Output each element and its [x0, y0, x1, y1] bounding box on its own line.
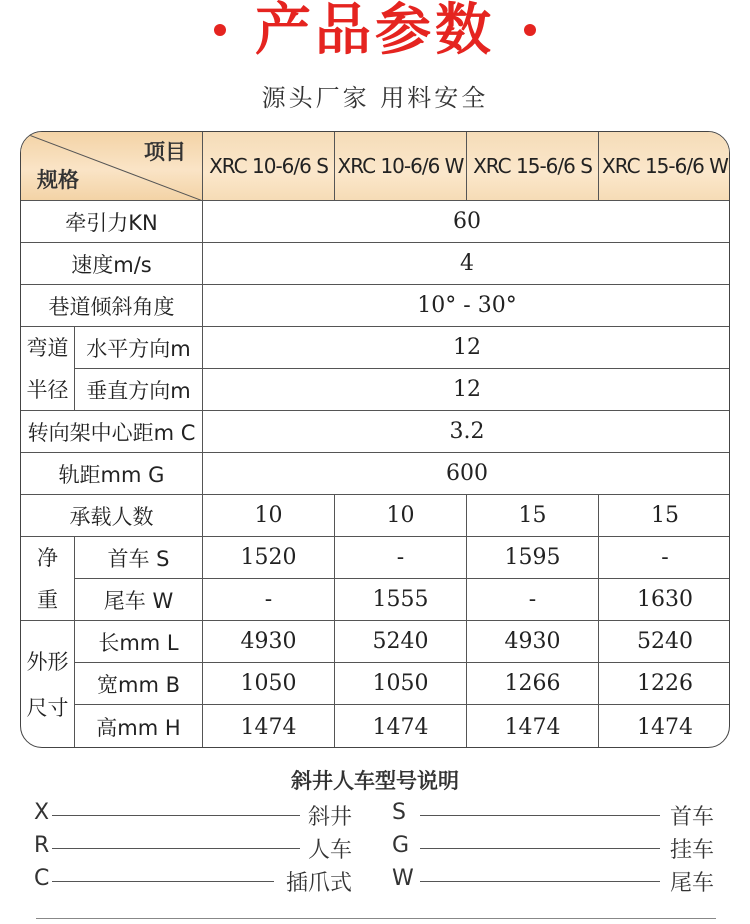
dims-width-value: 1050: [335, 663, 467, 705]
spec-table: [20, 131, 730, 748]
legend-item: [392, 866, 714, 896]
legend-item: [392, 833, 714, 863]
row-label: 尾车 W: [75, 579, 203, 621]
dims-length-value: 5240: [599, 621, 730, 663]
row-label: 高mm H: [75, 705, 203, 748]
dims-group-label: [21, 621, 75, 748]
row-label: 巷道倾斜角度: [21, 285, 203, 327]
legend-item: [34, 866, 352, 896]
bottom-divider: [36, 918, 716, 919]
dims-height-value: 1474: [637, 714, 693, 740]
dims-width-value: 1226: [599, 663, 730, 705]
dims-height-value: 1474: [335, 705, 467, 748]
legend-desc: 首车: [669, 805, 714, 830]
bogie-value: 3.2: [203, 411, 730, 453]
red-dot-icon: [524, 24, 536, 36]
row-label: 首车 S: [75, 537, 203, 579]
row-label: 水平方向m: [75, 327, 203, 369]
weight-head-value: 1520: [203, 537, 335, 579]
row-label: 转向架中心距m C: [21, 411, 203, 453]
page-subtitle: 源头厂家 用料安全: [261, 84, 489, 112]
capacity-value: 10: [203, 495, 335, 537]
legend-code: C: [34, 866, 50, 891]
row-label: 承载人数: [21, 495, 203, 537]
model-header: XRC 10-6/6 W: [335, 132, 467, 201]
page-heading: [0, 0, 750, 70]
weight-group-bottom: 重: [37, 587, 58, 612]
corner-spec-label: 规格: [37, 168, 79, 192]
row-label: 速度m/s: [21, 243, 203, 285]
slope-value: 10° - 30°: [203, 285, 730, 327]
weight-group-label: [21, 537, 75, 621]
curve-group-label: [21, 327, 75, 411]
weight-head-value: 1595: [467, 537, 599, 579]
legend-desc: 斜井: [307, 805, 352, 830]
legend-code: R: [34, 833, 50, 858]
curve-group-bottom: 半径: [26, 377, 69, 402]
weight-tail-value: 1555: [335, 579, 467, 621]
legend-line: [52, 815, 300, 816]
capacity-value: 15: [467, 495, 599, 537]
dims-height-value: 1474: [467, 705, 599, 748]
model-header: XRC 15-6/6 S: [467, 132, 599, 201]
table-corner-cell: [21, 132, 203, 201]
curve-group-top: 弯道: [26, 335, 69, 360]
weight-head-value: -: [599, 537, 730, 579]
dims-length-value: 4930: [467, 621, 599, 663]
model-header: XRC 10-6/6 S: [203, 132, 335, 201]
weight-group-top: 净: [37, 545, 58, 570]
legend-line: [52, 881, 274, 882]
legend-line: [420, 848, 660, 849]
legend-item: [392, 800, 714, 830]
legend-code: X: [34, 800, 50, 825]
legend-code: G: [392, 833, 410, 858]
weight-head-value: -: [335, 537, 467, 579]
dims-width-value: 1266: [467, 663, 599, 705]
dims-group-bottom: 尺寸: [26, 696, 69, 720]
speed-value: 4: [203, 243, 730, 285]
legend-desc: 挂车: [669, 838, 714, 863]
row-label: 轨距mm G: [21, 453, 203, 495]
dims-group-top: 外形: [26, 650, 69, 674]
gauge-value: 600: [203, 453, 730, 495]
dims-width-value: 1050: [203, 663, 335, 705]
legend-code: W: [392, 866, 414, 891]
legend-desc: 插爪式: [285, 871, 352, 896]
dims-length-value: 4930: [203, 621, 335, 663]
legend-item: [34, 800, 352, 830]
legend-item: [34, 833, 352, 863]
legend-line: [52, 848, 300, 849]
page-title: 产品参数: [255, 0, 495, 63]
legend-desc: 尾车: [669, 871, 714, 896]
legend-desc: 人车: [307, 838, 352, 863]
row-label: 垂直方向m: [75, 369, 203, 411]
row-label: 宽mm B: [75, 663, 203, 705]
legend-line: [420, 881, 660, 882]
capacity-value: 15: [599, 495, 730, 537]
weight-tail-value: -: [467, 579, 599, 621]
dims-height-value: 1474: [203, 705, 335, 748]
dims-length-value: 5240: [335, 621, 467, 663]
curve-vertical-value: 12: [203, 369, 730, 411]
model-header: XRC 15-6/6 W: [599, 132, 730, 201]
weight-tail-value: -: [203, 579, 335, 621]
weight-tail-value: 1630: [599, 579, 730, 621]
traction-value: 60: [203, 201, 730, 243]
legend-line: [420, 815, 660, 816]
curve-horizontal-value: 12: [203, 327, 730, 369]
capacity-value: 10: [335, 495, 467, 537]
row-label: 长mm L: [75, 621, 203, 663]
corner-item-label: 项目: [144, 140, 186, 164]
legend-title: 斜井人车型号说明: [291, 769, 459, 793]
row-label: 牵引力KN: [21, 201, 203, 243]
legend-code: S: [392, 800, 406, 825]
